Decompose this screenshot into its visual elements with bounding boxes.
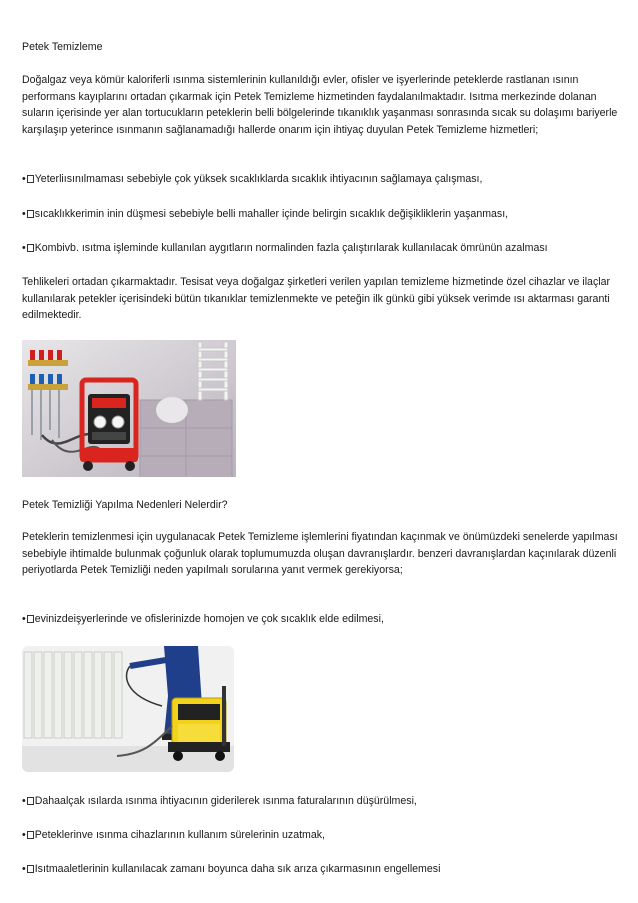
paragraph: Tehlikeleri ortadan çıkarmaktadır. Tesisat veya doğalgaz şirketleri verilen yapılan temizleme hizmetinde özel cihazlar ve ilaçlar kullanılarak petekler içerisindeki bütün tıkanıklar temizlenmekte ve peteğin ilk günkü gibi yüksek verimde ısı aktarması garanti edilmektedir. — [22, 276, 611, 321]
missing-glyph-icon — [27, 615, 34, 623]
bullet-item: • sıcaklıkkerimin inin düşmesi sebebiyle belli mahaller içinde belirgin sıcaklık değişikliklerin yaşanması, — [22, 208, 509, 220]
paragraph: Peteklerin temizlenmesi için uygulanacak Petek Temizleme işlemlerini fiyatından kaçınmak ve önümüzdeki senelerde yapılması sebebiyle ihtimalde bulunmak çoğunluk olarak toplumumuzda oluşan davranışlardır. benzeri davranışlardan kaçınılarak düzenli periyotlarda Petek Temizliği neden yapılmalı sorularına yanıt vermek gerekiyorsa; — [22, 531, 618, 576]
bullet-item: • Dahaalçak ısılarda ısınma ihtiyacının giderilerek ısınma faturalarının düşürülmesi, — [22, 795, 417, 807]
intro-paragraph: Doğalgaz veya kömür kaloriferli ısınma sistemlerinin kullanıldığı evler, ofisler ve işyerlerinde peteklerde rastlanan ısının performans kayıplarını ortadan çıkarmak için Petek Temizleme hizmetinden faydalanılmaktadır. Isıtma merkezinde dolanan suların içerisinde yer alan tortucukların peteklerin belli bölgelerinde tıkanıklık yaşanması sonrasında sıcak su dolaşımı bariyerle karşılaşıp yeterince ısınmanın sağlanamadığı hallerde onarım için ihtiyaç duyulan Petek Temizleme hizmetleri; — [22, 74, 618, 136]
bullet-item: • Peteklerinve ısınma cihazlarının kullanım sürelerinin uzatmak, — [22, 829, 325, 841]
radiator-cleaning-machine-photo — [22, 340, 236, 477]
section-heading: Petek Temizliği Yapılma Nedenleri Nelerdir? — [22, 499, 228, 511]
bullet-item: • Yeterliısınılmaması sebebiyle çok yüksek sıcaklıklarda sıcaklık ihtiyacının sağlamaya çalışması, — [22, 173, 483, 185]
missing-glyph-icon — [27, 175, 34, 183]
machine-photo-illustration — [22, 646, 234, 772]
missing-glyph-icon — [27, 797, 34, 805]
machine-photo-illustration — [22, 340, 236, 477]
page-heading: Petek Temizleme — [22, 41, 103, 53]
bullet-item: • Kombivb. ısıtma işleminde kullanılan aygıtların normalinden fazla çalıştırılarak kullanılacak ömrünün azalması — [22, 242, 548, 254]
missing-glyph-icon — [27, 831, 34, 839]
bullet-item: • evinizdeişyerlerinde ve ofislerinizde homojen ve çok sıcaklık elde edilmesi, — [22, 613, 384, 625]
yellow-cleaning-machine-photo — [22, 646, 234, 772]
bullet-item: • Isıtmaaletlerinin kullanılacak zamanı boyunca daha sık arıza çıkarmasının engellemesi — [22, 863, 441, 875]
missing-glyph-icon — [27, 865, 34, 873]
missing-glyph-icon — [27, 244, 34, 252]
missing-glyph-icon — [27, 210, 34, 218]
